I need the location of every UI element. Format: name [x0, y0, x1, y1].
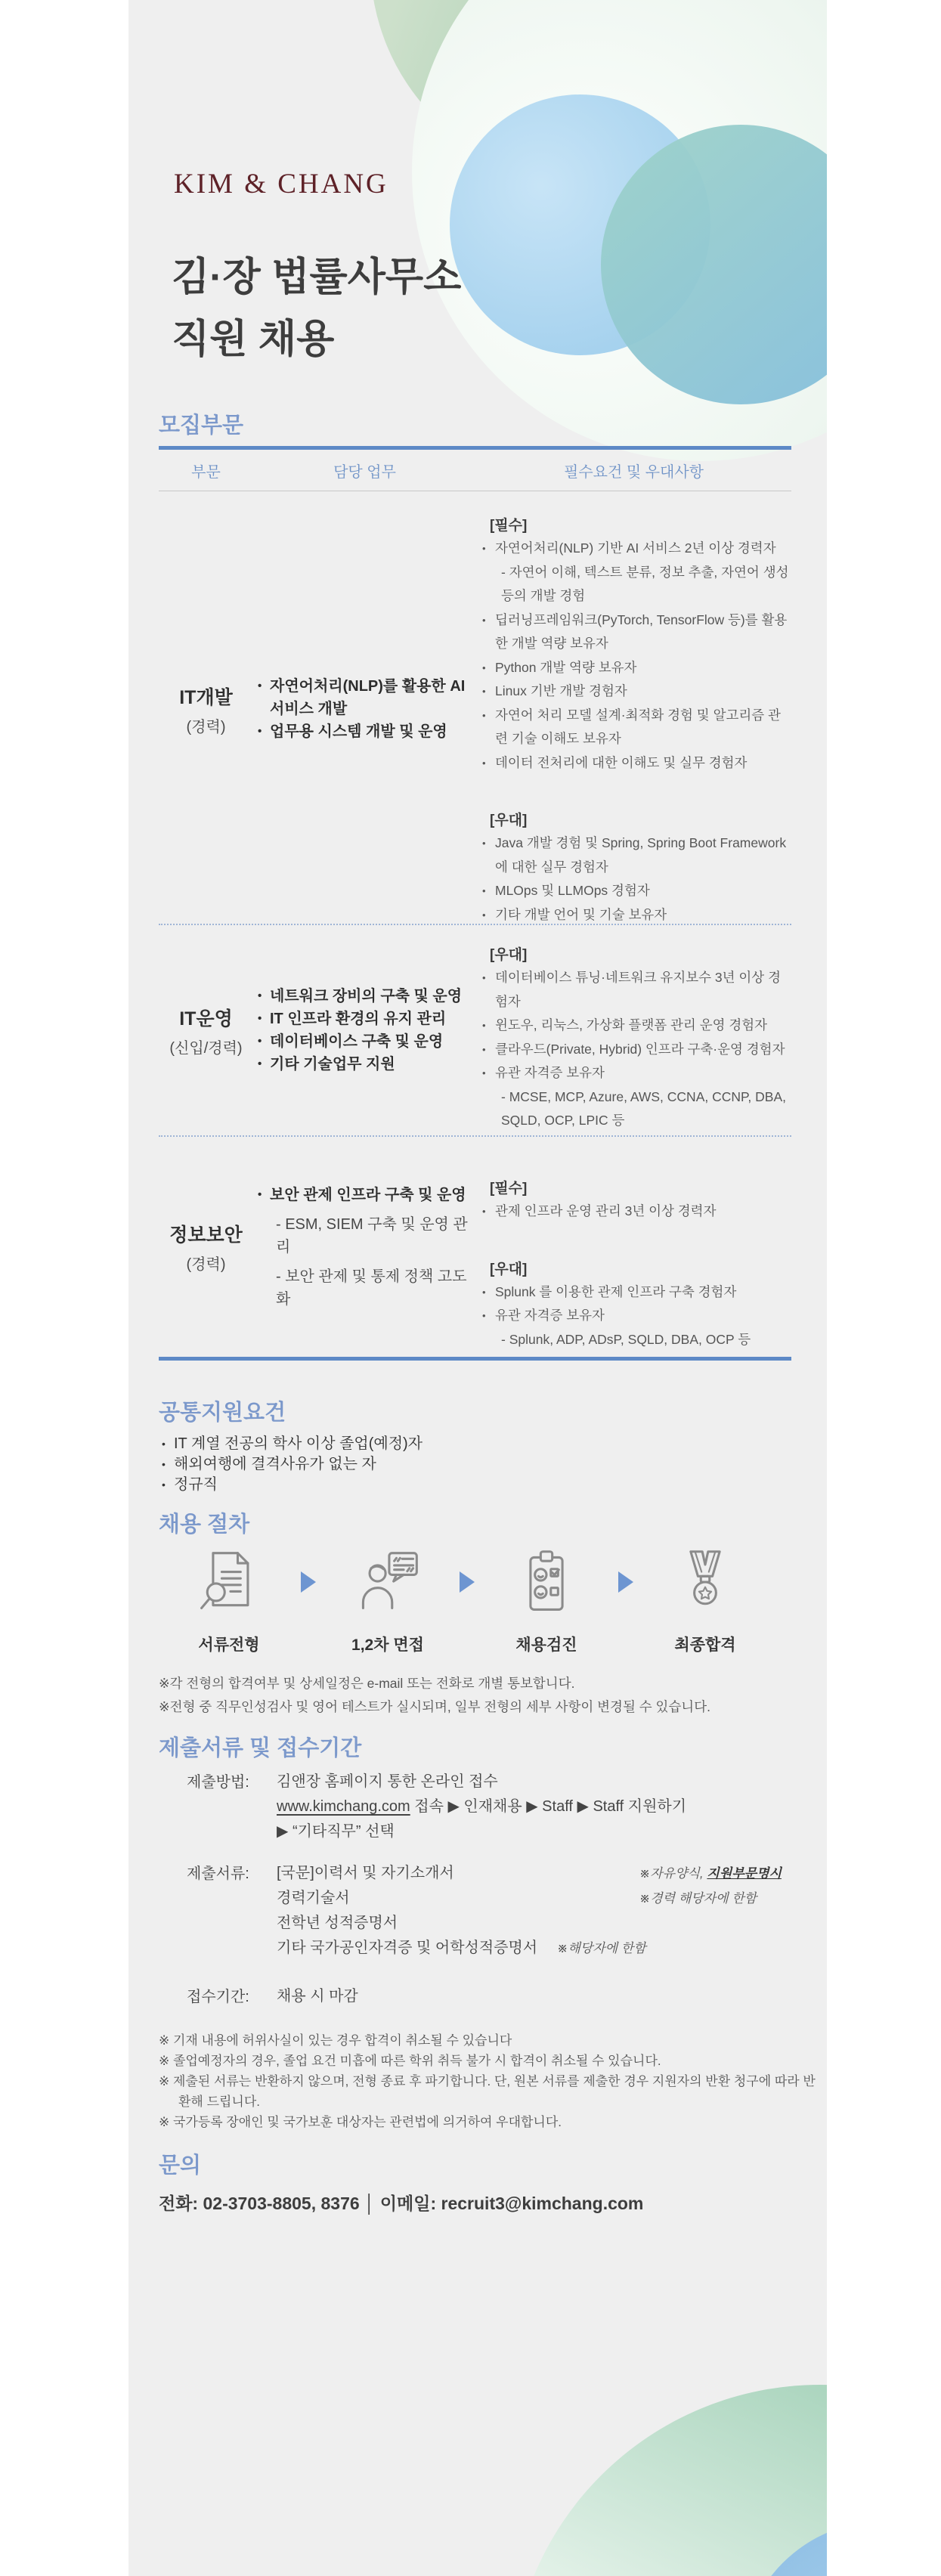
process-steps — [165, 1547, 769, 1655]
method-line: 김앤장 홈페이지 통한 온라인 접수 — [277, 1773, 498, 1790]
requirement-item: • MLOps 및 LLMOps 경험자 — [476, 879, 791, 903]
table-row-it-dev — [159, 491, 791, 924]
duty-item: • 보안 관제 인프라 구축 및 운영 — [253, 1184, 476, 1206]
process-step-interview — [323, 1547, 452, 1655]
arrow-right-icon — [458, 1570, 476, 1598]
requirement-item: • 윈도우, 리눅스, 가상화 플랫폼 관리 운영 경험자 — [476, 1014, 791, 1038]
dept-name: 정보보안 — [169, 1225, 243, 1246]
arrow-right-icon — [617, 1570, 635, 1598]
dept-name: IT개발 — [179, 686, 233, 708]
page-title — [172, 246, 461, 370]
method-line — [277, 1794, 686, 1819]
section-heading-process: 채용 절차 — [159, 1512, 250, 1537]
poster-card — [128, 0, 827, 2576]
medal-icon — [670, 1547, 740, 1621]
process-note: ※전형 중 직무인성검사 및 영어 테스트가 실시되며, 일부 전형의 세부 사항이 변경될 수 있습니다. — [159, 1699, 710, 1714]
duty-subitem: - ESM, SIEM 구축 및 운영 관리 — [276, 1215, 468, 1255]
requirement-group-title: [필수] — [490, 1181, 528, 1197]
period-value: 채용 시 마감 — [277, 1988, 358, 2005]
document-row — [277, 1936, 782, 1961]
table-header-row — [159, 450, 791, 491]
requirement-item: • 유관 자격증 보유자 — [476, 1061, 791, 1085]
method-label: 제출방법: — [187, 1774, 249, 1791]
table-row-security — [159, 1135, 791, 1357]
requirement-group-title: [우대] — [490, 813, 528, 828]
dept-name: IT운영 — [179, 1008, 233, 1029]
common-requirement-item: • 정규직 — [159, 1475, 423, 1495]
general-note: ※ 제출된 서류는 반환하지 않으며, 전형 종료 후 파기합니다. 단, 원본 서류를 제출한 경우 지원자의 반환 청구에 따라 반환해 드립니다. — [159, 2074, 816, 2109]
requirement-item: • 자연어 처리 모델 설계·최적화 경험 및 알고리즘 관련 기술 이해도 보유자 — [476, 704, 791, 751]
dept-cell — [159, 1137, 253, 1357]
general-note: ※ 기재 내용에 허위사실이 있는 경우 합격이 취소될 수 있습니다 — [159, 2033, 512, 2048]
section-process — [159, 1512, 791, 1719]
requirement-item: • 자연어처리(NLP) 기반 AI 서비스 2년 이상 경력자 — [476, 537, 791, 561]
requirement-subitem: - 자연어 이해, 텍스트 분류, 정보 추출, 자연어 생성 등의 개발 경험 — [501, 564, 789, 603]
requirement-item: • 데이터베이스 튜닝·네트워크 유지보수 3년 이상 경험자 — [476, 966, 791, 1014]
section-heading-common: 공통지원요건 — [159, 1401, 286, 1425]
duty-item: • 기타 기술업무 지원 — [253, 1053, 476, 1076]
requirement-subitem: - Splunk, ADP, ADsP, SQLD, DBA, OCP 등 — [501, 1331, 751, 1347]
document-search-icon — [194, 1547, 264, 1621]
requirement-item: • Splunk 를 이용한 관제 인프라 구축 경험자 — [476, 1280, 791, 1305]
section-contact — [159, 2153, 643, 2215]
document-name: 경력기술서 — [277, 1890, 350, 1906]
company-logo: KIM & CHANG — [174, 169, 388, 200]
requirement-item: • 딥러닝프레임워크(PyTorch, TensorFlow 등)를 활용한 개발 역량 보유자 — [476, 608, 791, 656]
section-common-requirements — [159, 1400, 423, 1495]
requirement-group-title: [필수] — [490, 518, 528, 534]
medical-check-icon — [512, 1547, 581, 1621]
process-step-label: 최종합격 — [674, 1636, 736, 1654]
process-step-medical-check — [482, 1547, 611, 1655]
section-recruitment — [159, 413, 791, 1361]
interview-icon — [353, 1547, 423, 1621]
duty-item: • 업무용 시스템 개발 및 운영 — [253, 720, 476, 743]
method-line-rest: 접속 ▶ 인재채용 ▶ Staff ▶ Staff 지원하기 — [410, 1798, 687, 1815]
divider-rule-bottom — [159, 1357, 791, 1361]
duty-subitem: - 보안 관제 및 통제 정책 고도화 — [276, 1268, 467, 1308]
requirement-item: • 데이터 전처리에 대한 이해도 및 실무 경험자 — [476, 751, 791, 776]
document-row — [277, 1861, 782, 1886]
duties-cell — [253, 925, 476, 1135]
arrow-right-icon — [299, 1570, 317, 1598]
section-heading-recruitment: 모집부문 — [159, 413, 244, 438]
requirement-group-title: [우대] — [490, 947, 528, 963]
page-title-line2: 직원 채용 — [172, 317, 335, 361]
requirement-item: • 클라우드(Private, Hybrid) 인프라 구축·운영 경험자 — [476, 1038, 791, 1062]
requirement-item: • 유관 자격증 보유자 — [476, 1304, 791, 1328]
website-link[interactable]: www.kimchang.com — [277, 1798, 410, 1815]
requirements-cell — [476, 1137, 791, 1357]
duty-item: • IT 인프라 환경의 유지 관리 — [253, 1008, 476, 1030]
requirement-subitem: - MCSE, MCP, Azure, AWS, CCNA, CCNP, DBA, SQLD, OCP, LPIC 등 — [501, 1088, 786, 1128]
dept-cell — [159, 925, 253, 1135]
documents-block — [159, 1861, 824, 1961]
document-name: 전학년 성적증명서 — [277, 1915, 398, 1931]
requirements-cell — [476, 491, 791, 927]
document-row — [277, 1911, 782, 1936]
table-row-it-ops — [159, 924, 791, 1135]
dept-note: (경력) — [186, 718, 226, 735]
duties-cell — [253, 1137, 476, 1357]
table-header-requirements: 필수요건 및 우대사항 — [564, 463, 704, 481]
submission-method-block — [159, 1769, 824, 1844]
document-row — [277, 1886, 782, 1911]
document-note: ※경력 해당자에 한함 — [639, 1891, 757, 1906]
section-heading-documents: 제출서류 및 접수기간 — [159, 1736, 362, 1760]
contact-info: 전화: 02-3703-8805, 8376 │ 이메일: recruit3@kimchang.com — [159, 2194, 644, 2213]
common-requirement-item: • IT 계열 전공의 학사 이상 졸업(예정)자 — [159, 1434, 423, 1454]
document-note: ※해당자에 한함 — [557, 1941, 646, 1955]
section-heading-contact: 문의 — [159, 2153, 202, 2178]
general-note: ※ 졸업예정자의 경우, 졸업 요건 미흡에 따른 학위 취득 불가 시 합격이 취소될 수 있습니다. — [159, 2054, 661, 2068]
requirements-cell — [476, 925, 791, 1135]
requirement-group-title: [우대] — [490, 1261, 528, 1277]
dept-cell — [159, 491, 253, 927]
poster-content — [128, 0, 827, 2576]
document-note: ※자유양식, 지원부문명시 — [639, 1866, 782, 1881]
document-note-emphasis: 지원부문명시 — [707, 1866, 782, 1881]
process-step-label: 서류전형 — [198, 1636, 260, 1654]
process-step-final-pass — [641, 1547, 769, 1655]
duties-cell — [253, 491, 476, 927]
dept-note: (경력) — [186, 1256, 226, 1273]
duty-item: • 네트워크 장비의 구축 및 운영 — [253, 985, 476, 1008]
method-line: ▶ “기타직무” 선택 — [277, 1823, 395, 1840]
general-note: ※ 국가등록 장애인 및 국가보훈 대상자는 관련법에 의거하여 우대합니다. — [159, 2115, 562, 2129]
document-name: 기타 국가공인자격증 및 어학성적증명서 — [277, 1940, 538, 1956]
process-step-label: 채용검진 — [515, 1636, 577, 1654]
requirement-item: • Java 개발 경험 및 Spring, Spring Boot Framework에 대한 실무 경험자 — [476, 831, 791, 879]
requirement-item: • 기타 개발 언어 및 기술 보유자 — [476, 903, 791, 927]
requirement-item: • 관제 인프라 운영 관리 3년 이상 경력자 — [476, 1200, 791, 1224]
section-documents — [159, 1735, 824, 2132]
common-requirement-item: • 해외여행에 결격사유가 없는 자 — [159, 1454, 423, 1475]
duty-item: • 데이터베이스 구축 및 운영 — [253, 1030, 476, 1053]
requirement-item: • Python 개발 역량 보유자 — [476, 656, 791, 680]
duty-item: • 자연어처리(NLP)를 활용한 AI 서비스 개발 — [253, 675, 476, 720]
requirement-item: • Linux 기반 개발 경험자 — [476, 680, 791, 704]
page-title-line1: 김·장 법률사무소 — [172, 255, 462, 299]
table-header-duties: 담당 업무 — [333, 463, 396, 481]
process-step-document-screening — [165, 1547, 293, 1655]
process-step-label: 1,2차 면접 — [351, 1636, 424, 1654]
period-label: 접수기간: — [187, 1989, 249, 2005]
process-note: ※각 전형의 합격여부 및 상세일정은 e-mail 또는 전화로 개별 통보합니다. — [159, 1676, 575, 1691]
period-block — [159, 1984, 824, 2009]
dept-note: (신입/경력) — [169, 1039, 243, 1057]
table-header-dept: 부문 — [191, 463, 221, 481]
documents-label: 제출서류: — [187, 1865, 249, 1882]
document-name: [국문]이력서 및 자기소개서 — [277, 1865, 454, 1881]
